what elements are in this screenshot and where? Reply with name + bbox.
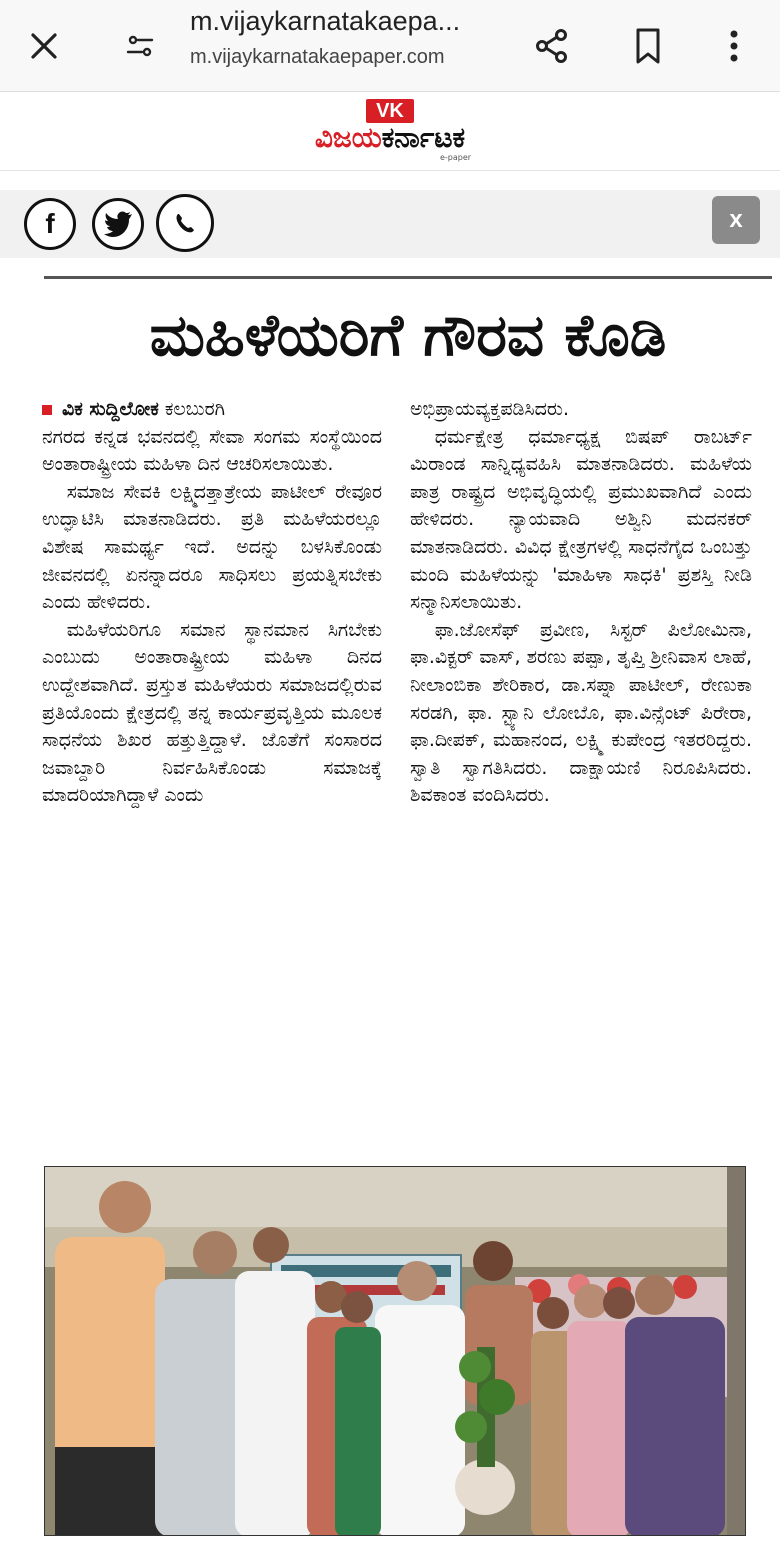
twitter-icon <box>103 211 133 237</box>
close-share-button[interactable]: x <box>712 196 760 244</box>
article-column-right <box>410 396 752 810</box>
bookmark-icon <box>630 26 666 66</box>
paragraph: ಧರ್ಮಕ್ಷೇತ್ರ ಧರ್ಮಾಧ್ಯಕ್ಷ ಬಿಷಪ್ ರಾಬರ್ಟ್ ಮಿರಾಂಡ ಸಾನ್ನಿಧ್ಯವಹಿಸಿ ಮಾತನಾಡಿದರು. ಮಹಿಳೆಯ ಪಾತ್ರ ರಾಷ್ಟ್ರದ ಅಭಿವೃದ್ಧಿಯಲ್ಲಿ ಪ್ರಮುಖವಾಗಿದೆ ಎಂದು ಹೇಳಿದರು. ನ್ಯಾಯವಾದಿ ಅಶ್ವಿನಿ ಮದನಕರ್ ಮಾತನಾಡಿದರು. ವಿವಿಧ ಕ್ಷೇತ್ರಗಳಲ್ಲಿ ಸಾಧನೆಗೈದ ಒಂಬತ್ತು ಮಂದಿ ಮಹಿಳೆಯನ್ನು 'ಮಾಹಿಳಾ ಸಾಧಕಿ' ಪ್ರಶಸ್ತಿ ನೀಡಿ ಸನ್ಮಾನಿಸಲಾಯಿತು. <box>410 425 752 614</box>
share-icon <box>532 26 572 66</box>
tune-icon <box>122 28 158 64</box>
site-logo[interactable] <box>270 99 510 163</box>
more-vert-icon <box>724 26 744 66</box>
bookmark-button[interactable] <box>616 14 680 78</box>
close-tab-button[interactable] <box>12 14 76 78</box>
site-settings-button[interactable] <box>108 14 172 78</box>
close-icon <box>26 28 62 64</box>
logo-wordmark <box>270 121 510 155</box>
logo-name-part2: ಕರ್ನಾಟಕ <box>381 122 466 153</box>
byline-bureau: ವಿಕ ಸುದ್ದಿಲೋಕ <box>62 398 159 420</box>
article-photo <box>44 1166 746 1536</box>
event-photo-illustration <box>45 1167 746 1536</box>
more-menu-button[interactable] <box>702 14 766 78</box>
paragraph: ಸಮಾಜ ಸೇವಕಿ ಲಕ್ಷ್ಮಿದತ್ತಾತ್ರೇಯ ಪಾಟೀಲ್ ರೇವೂರ ಉದ್ಘಾಟಿಸಿ ಮಾತನಾಡಿದರು. ಪ್ರತಿ ಮಹಿಳೆಯರಲ್ಲೂ ವಿಶೇಷ ಸಾಮರ್ಥ್ಯ ಇದೆ. ಅದನ್ನು ಬಳಸಿಕೊಂಡು ಜೀವನದಲ್ಲಿ ಏನನ್ನಾದರೂ ಸಾಧಿಸಲು ಪ್ರಯತ್ನಿಸಬೇಕು ಎಂದು ಹೇಳಿದರು. <box>42 480 382 614</box>
browser-toolbar <box>0 0 780 92</box>
byline-dateline: ಕಲಬುರಗಿ <box>164 398 226 420</box>
headline-rule <box>44 276 772 279</box>
logo-badge: VK <box>366 99 414 123</box>
logo-edition: e-paper <box>440 153 472 162</box>
share-bar <box>0 190 780 258</box>
facebook-icon: f <box>45 208 55 239</box>
page-title[interactable]: m.vijaykarnatakaepa... <box>190 6 461 36</box>
paragraph: ಫಾ.ಜೋಸೆಫ್ ಪ್ರವೀಣ, ಸಿಸ್ಟರ್ ಪಿಲೋಮಿನಾ, ಫಾ.ವಿಕ್ಟರ್ ವಾಸ್, ಶರಣು ಪಪ್ಪಾ, ತೃಪ್ತಿ ಶ್ರೀನಿವಾಸ ಲಾಹೆ, ನೀಲಾಂಬಿಕಾ ಶೇರಿಕಾರ, ಡಾ.ಸಪ್ನಾ ಪಾಟೀಲ್, ರೇಣುಕಾ ಸರಡಗಿ, ಫಾ. ಸ್ಟ್ಯಾನಿ ಲೋಬೊ, ಫಾ.ವಿನ್ಸೆಂಟ್ ಪಿರೇರಾ, ಫಾ.ದೀಪಕ್, ಮಹಾನಂದ, ಲಕ್ಷ್ಮಿ ಕುಪೇಂದ್ರ ಇತರರಿದ್ದರು. ಸ್ವಾತಿ ಸ್ವಾಗತಿಸಿದರು. ದಾಕ್ಷಾಯಣಿ ನಿರೂಪಿಸಿದರು. ಶಿವಕಾಂತ ವಂದಿಸಿದರು. <box>410 618 752 807</box>
facebook-share-button[interactable] <box>24 198 76 250</box>
logo-name-part1: ವಿಜಯ <box>314 122 382 153</box>
paragraph: ಮಹಿಳೆಯರಿಗೂ ಸಮಾನ ಸ್ಥಾನಮಾನ ಸಿಗಬೇಕು ಎಂಬುದು ಅಂತಾರಾಷ್ಟ್ರೀಯ ಮಹಿಳಾ ದಿನದ ಉದ್ದೇಶವಾಗಿದೆ. ಪ್ರಸ್ತುತ ಮಹಿಳೆಯರು ಸಮಾಜದಲ್ಲಿರುವ ಪ್ರತಿಯೊಂದು ಕ್ಷೇತ್ರದಲ್ಲಿ ತನ್ನ ಕಾರ್ಯಪ್ರವೃತ್ತಿಯ ಮೂಲಕ ಸಾಧನೆಯ ಶಿಖರ ಹತ್ತುತ್ತಿದ್ದಾಳೆ. ಜೊತೆಗೆ ಸಂಸಾರದ ಜವಾಬ್ದಾರಿ ನಿರ್ವಹಿಸಿಕೊಂಡು ಸಮಾಜಕ್ಕೆ ಮಾದರಿಯಾಗಿದ್ದಾಳೆ ಎಂದು <box>42 618 382 807</box>
share-button[interactable] <box>520 14 584 78</box>
article-headline: ಮಹಿಳೆಯರಿಗೆ ಗೌರವ ಕೊಡಿ <box>149 301 667 369</box>
whatsapp-icon <box>168 206 202 240</box>
article-column-left <box>42 396 382 810</box>
page-url[interactable]: m.vijaykarnatakaepaper.com <box>190 46 445 68</box>
masthead <box>0 93 780 171</box>
whatsapp-share-button[interactable] <box>156 194 214 252</box>
byline-bullet-icon <box>42 405 52 415</box>
twitter-share-button[interactable] <box>92 198 144 250</box>
paragraph: ಅಭಿಪ್ರಾಯವ್ಯಕ್ತಪಡಿಸಿದರು. <box>410 398 569 420</box>
byline <box>42 396 382 424</box>
paragraph: ನಗರದ ಕನ್ನಡ ಭವನದಲ್ಲಿ ಸೇವಾ ಸಂಗಮ ಸಂಸ್ಥೆಯಿಂದ ಅಂತಾರಾಷ್ಟ್ರೀಯ ಮಹಿಳಾ ದಿನ ಆಚರಿಸಲಾಯಿತು. <box>42 425 382 476</box>
